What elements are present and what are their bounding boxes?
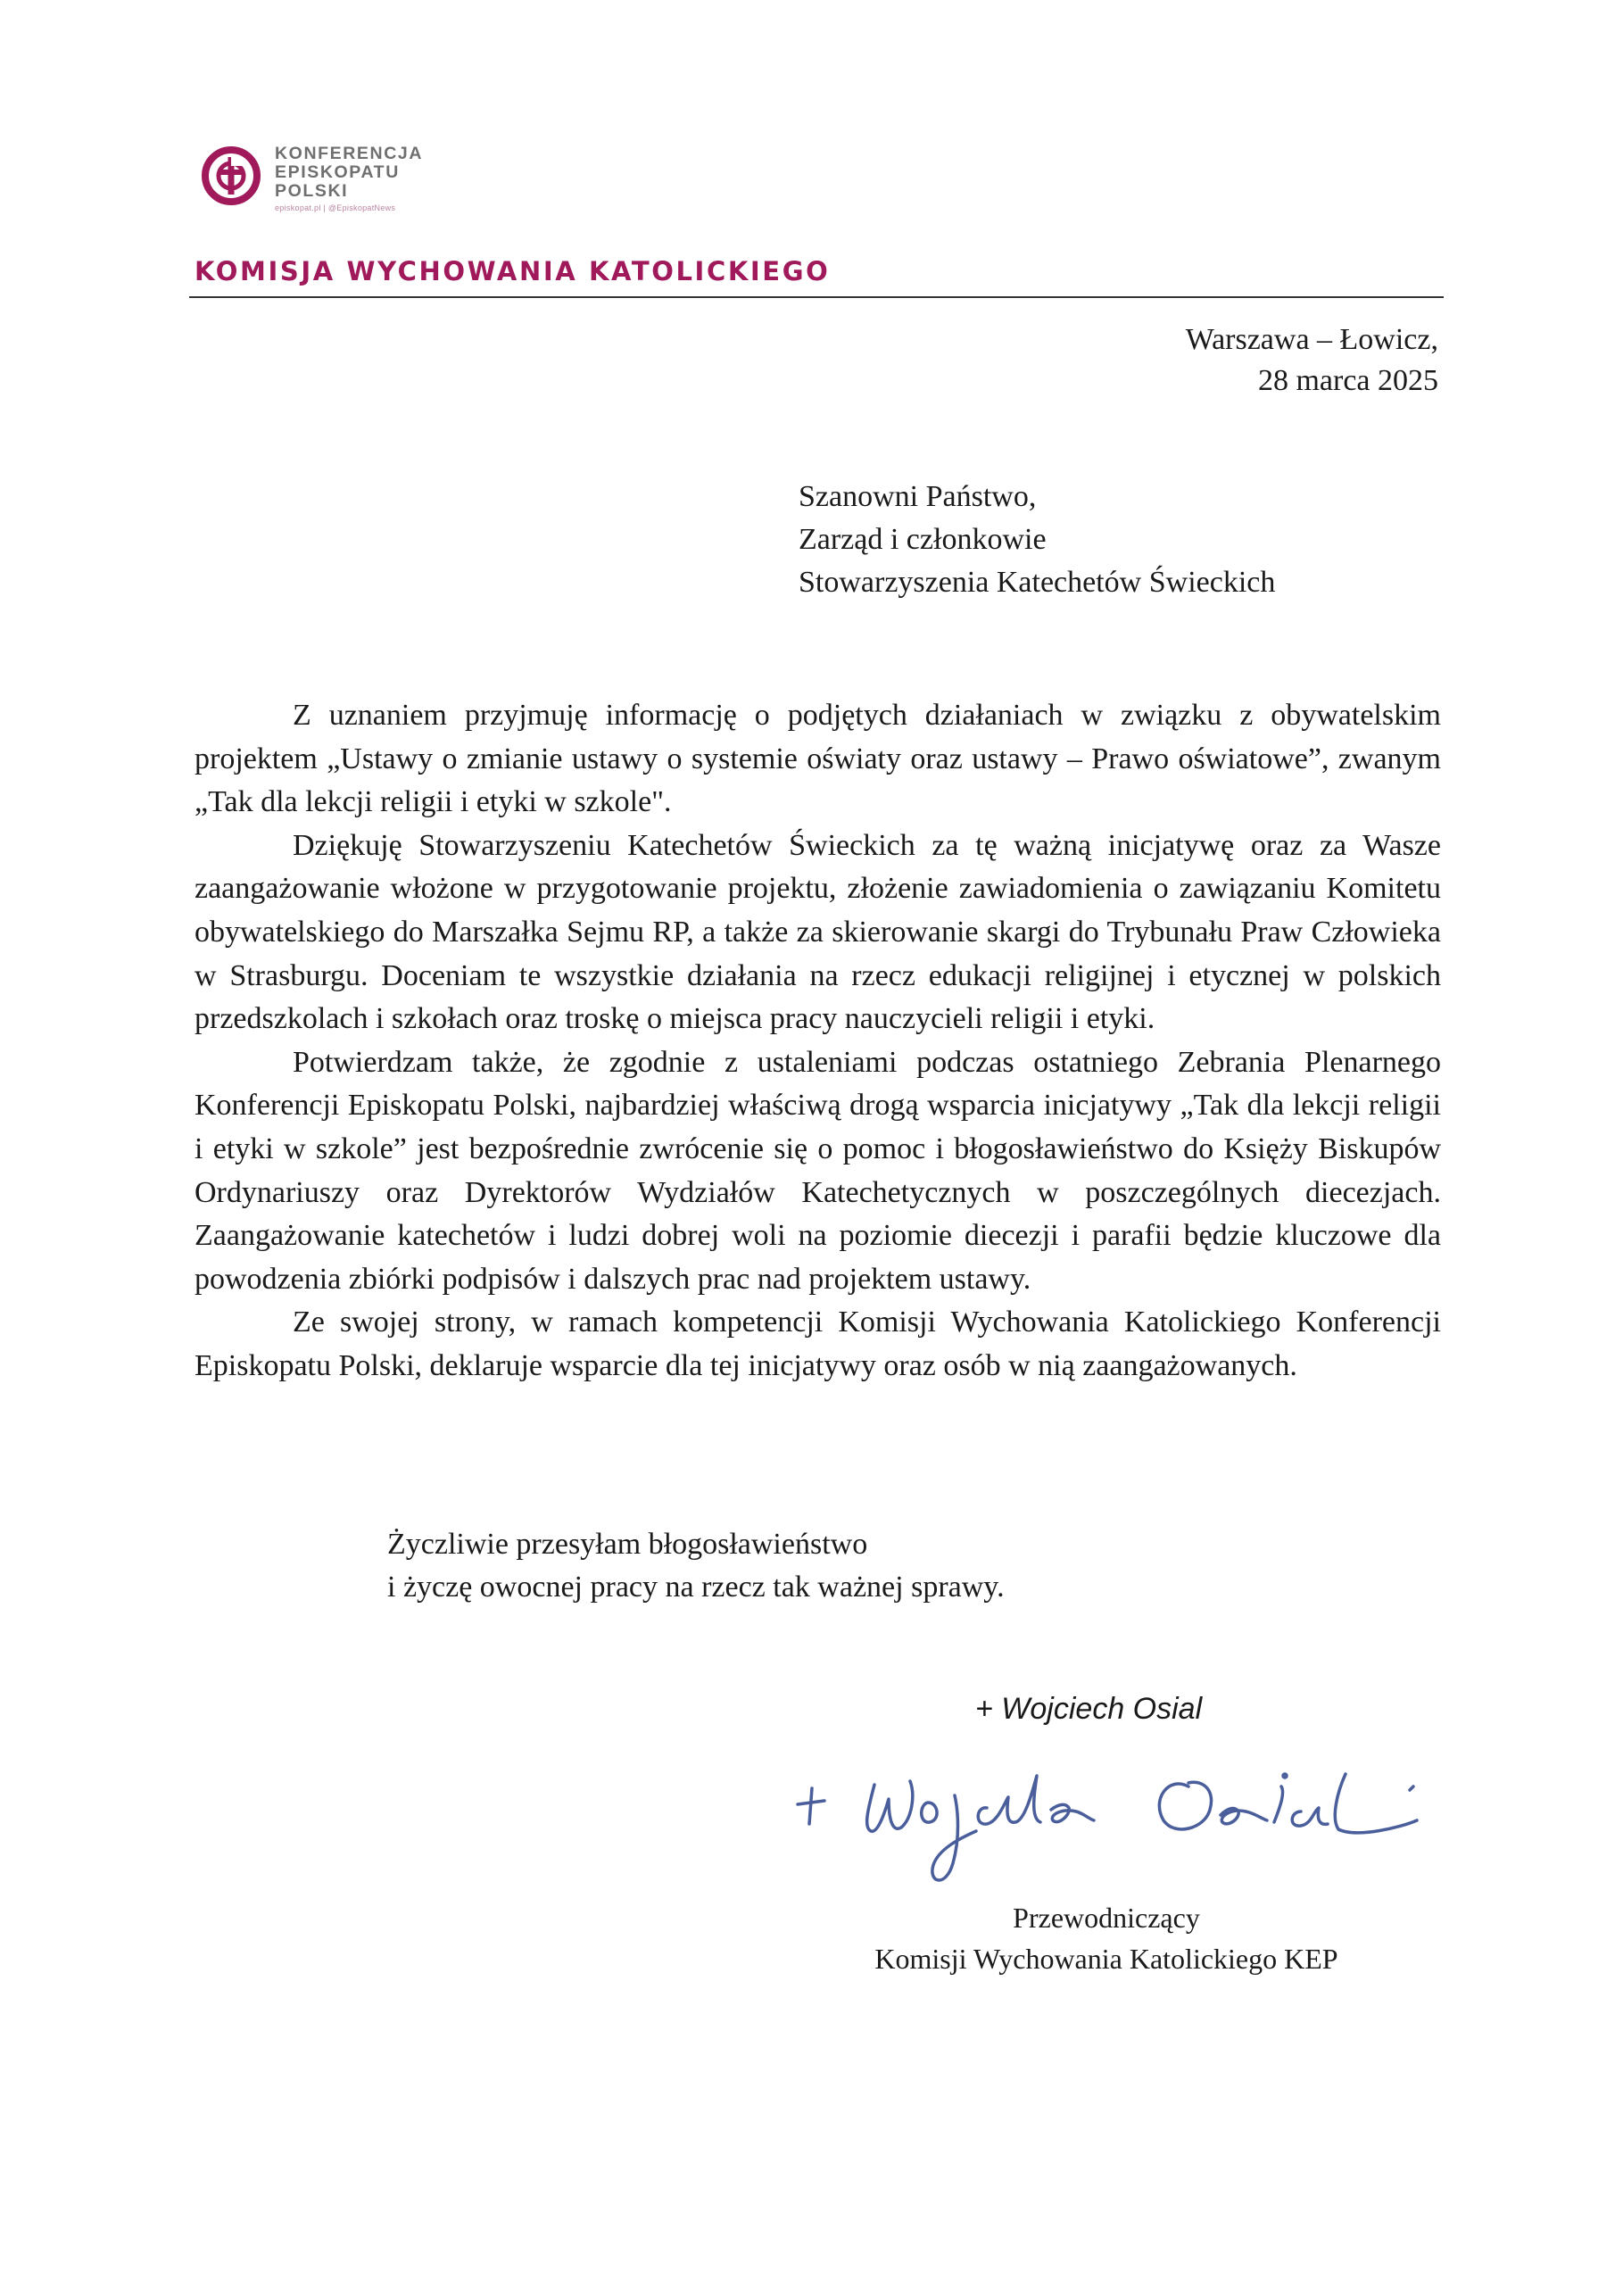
- letter-body: [195, 694, 1441, 1388]
- closing-line-1: Życzliwie przesyłam błogosławieństwo: [387, 1528, 868, 1561]
- recipient-line-3: Stowarzyszenia Katechetów Świeckich: [799, 566, 1276, 599]
- logo-line-2: EPISKOPATU: [275, 162, 400, 182]
- logo-line-1: KONFERENCJA: [275, 144, 424, 163]
- cross-circle-icon: [202, 146, 261, 205]
- commission-heading: KOMISJA WYCHOWANIA KATOLICKIEGO: [195, 256, 831, 286]
- place: Warszawa – Łowicz,: [1185, 323, 1438, 356]
- body-paragraph: Z uznaniem przyjmuję informację o podjętych działaniach w związku z obywatelskim projektem „Ustawy o zmianie ustawy o systemie oświaty oraz ustawy – Prawo oświatowe”, zwanym „Tak dla lekcji religii i etyki w szkole".: [195, 699, 1441, 819]
- recipient-block: [799, 476, 1275, 604]
- place-date: [1186, 319, 1438, 402]
- recipient-line-2: Zarząd i członkowie: [799, 523, 1047, 556]
- closing-line-2: i życzę owocnej pracy na rzecz tak ważnej sprawy.: [387, 1571, 1005, 1604]
- logo: [202, 141, 487, 221]
- closing-block: [387, 1523, 1005, 1609]
- recipient-greeting: Szanowni Państwo,: [799, 480, 1037, 513]
- handwritten-signature: [785, 1749, 1428, 1901]
- header-divider: [189, 296, 1444, 298]
- date: 28 marca 2025: [1257, 364, 1438, 397]
- body-paragraph: Potwierdzam także, że zgodnie z ustaleniami podczas ostatniego Zebrania Plenarnego Konferencji Episkopatu Polski, najbardziej właściwą drogą wsparcia inicjatywy „Tak dla lekcji religii i etyki w szkole” jest bezpośrednie zwrócenie się o pomoc i błogosławieństwo do Księży Biskupów Ordynariuszy oraz Dyrektorów Wydziałów Katechetycznych w poszczególnych diecezjach. Zaangażowanie katechetów i ludzi dobrej woli na poziomie diecezji i parafii będzie kluczowe dla powodzenia zbiórki podpisów i dalszych prac nad projektem ustawy.: [195, 1045, 1441, 1296]
- signer-title-block: [830, 1897, 1383, 1979]
- signer-organization: Komisji Wychowania Katolickiego KEP: [874, 1943, 1338, 1975]
- signer-title: Przewodniczący: [1013, 1902, 1200, 1934]
- logo-line-3: POLSKI: [275, 181, 349, 201]
- body-paragraph: Ze swojej strony, w ramach kompetencji Komisji Wychowania Katolickiego Konferencji Episkopatu Polski, deklaruje wsparcie dla tej inicjatywy oraz osób w nią zaangażowanych.: [195, 1305, 1441, 1382]
- body-paragraph: Dziękuję Stowarzyszeniu Katechetów Świeckich za tę ważną inicjatywę oraz za Wasze zaangażowanie włożone w przygotowanie projektu, złożenie zawiadomienia o zawiązaniu Komitetu obywatelskiego do Marszałka Sejmu RP, a także za skierowanie skargi do Trybunału Praw Człowieka w Strasburgu. Doceniam te wszystkie działania na rzecz edukacji religijnej i etycznej w polskich przedszkolach i szkołach oraz troskę o miejsca pracy nauczycieli religii i etyki.: [195, 828, 1441, 1036]
- signer-name: + Wojciech Osial: [975, 1692, 1203, 1726]
- logo-subline: episkopat.pl | @EpiskopatNews: [275, 203, 396, 212]
- logo-wordmark: [275, 145, 423, 201]
